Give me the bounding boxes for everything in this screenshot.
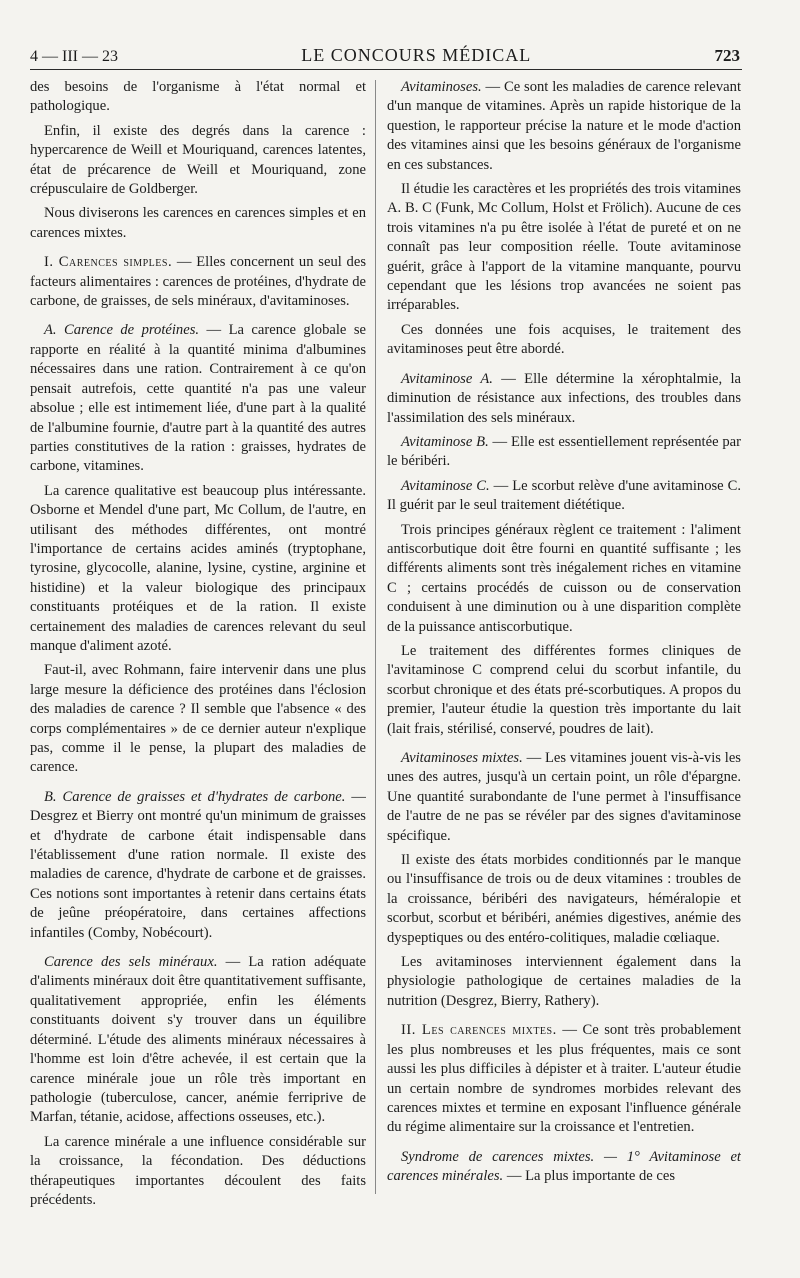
subsection-paragraph: Avitaminose B. — Elle est essentiellement représentée par le béribéri. — [387, 433, 741, 470]
subsection-paragraph: Avitaminoses mixtes. — Les vitamines jouent vis-à-vis les unes des autres, jusqu'à un certain point, un rôle d'épargne. Une quantité surabondante de l'une permet à l'insuffisance de l'autre de ne pas se révéler par des signes d'avitaminose spécifique. — [387, 750, 741, 844]
subsection-lead-2: — 1° Avitaminose et carences minérales. — [387, 1148, 741, 1185]
paragraph: Il existe des états morbides conditionnés par le manque ou l'insuffisance de trois ou de deux vitamines : troubles de la croissance, béribéri des navigateurs, héméralopie et scorbut, scorbut et béribéri, anémies digestives, anémie des dyspeptiques ou des entéro-colitiques, maladie cœliaque. — [387, 852, 741, 946]
subsection-lead: B. Carence de graisses et d'hydrates de carbone. — [44, 788, 346, 805]
section-lead: II. Les carences mixtes. — [401, 1022, 557, 1039]
section-lead: I. Carences simples. — [44, 254, 173, 271]
left-column — [30, 78, 366, 1212]
subsection-paragraph: Avitaminoses. — Ce sont les maladies de carence relevant d'un manque de vitamines. Après un rapide historique de la question, le rapporteur précise la nature et le mode d'action des vitamines ainsi que les besoins généraux de l'organisme en ces substances. — [387, 79, 741, 173]
paragraph: Ces données une fois acquises, le traitement des avitaminoses peut être abordé. — [387, 321, 741, 358]
subsection-lead: A. Carence de protéines. — [44, 322, 200, 339]
subsection-paragraph: Avitaminose C. — Le scorbut relève d'une avitaminose C. Il guérit par le seul traitement diététique. — [387, 477, 741, 514]
subsection-lead: Avitaminoses mixtes. — [401, 750, 523, 766]
issue-reference: 4 — III — 23 — [30, 48, 118, 65]
subsection-paragraph: Carence des sels minéraux. — La ration adéquate d'aliments minéraux doit être quantitativement suffisante, qualitativement appropriée, enfin les éléments constituants doivent s'y trouver dans un équilibre déterminé. L'étude des aliments minéraux nécessaires à l'homme est loin d'être achevée, il est certain que la carence minérale joue un rôle très important en pathologie (tuberculose, cancer, anémie ferriprive de Marfan, tétanie, acidose, affections osseuses, etc.). — [30, 954, 366, 1126]
paragraph: Il étudie les caractères et les propriétés des trois vitamines A. B. C (Funk, Mc Collum, Holst et Frölich). Aucune de ces trois vitamines n'a pu être isolée à l'état de pureté et on ne connaît pas leur composition réelle. Toute avitaminose guérit, grâce à l'apport de la vitamine manquante, pourvu cependant que les lésions trop avancées ne soient pas irréparables. — [387, 181, 741, 314]
paragraph: Trois principes généraux règlent ce traitement : l'aliment antiscorbutique doit être fourni en quantité suffisante ; les différents aliments sont très inégalement riches en vitamine C ; certains procédés de cuisson ou de conservation conduisent à une diminution ou à une disparition complète de la puissance antiscorbutique. — [387, 521, 741, 635]
paragraph: La carence minérale a une influence considérable sur la croissance, la fécondation. Des déductions thérapeutiques importantes découlent des faits précédents. — [30, 1133, 366, 1208]
subsection-lead: Avitaminose A. — [401, 370, 493, 387]
paragraph: La carence qualitative est beaucoup plus intéressante. Osborne et Mendel d'une part, Mc Collum, de l'autre, en utilisant des méthodes différentes, ont montré l'importance de certains acides aminés (tryptophane, tyrosine, glycocolle, alanine, lysine, cystine, arginine et histidine) et la valeur biologique des principaux constituants protéiques et de la ration. Il existe certainement des maladies de carences relevant du seul manque d'aliment azoté. — [30, 482, 366, 654]
subsection-paragraph: A. Carence de protéines. — La carence globale se rapporte en réalité à la quantité minima d'albumines nécessaires dans une ration. Contrairement à ce qu'on pensait autrefois, cette quantité n'a pas une valeur absolue ; elle est intimement liée, d'une part à la qualité de l'albumine fournie, d'autre part à la quantité des autres parties constitutives de la ration : graisses, hydrates de carbone, vitamines. — [30, 322, 366, 475]
section-heading-paragraph: I. Carences simples. — Elles concernent un seul des facteurs alimentaires : carences de protéines, d'hydrate de carbone, de graisses, de sels minéraux, d'avitaminoses. — [30, 254, 366, 310]
paragraph: Le traitement des différentes formes cliniques de l'avitaminose C comprend celui du scorbut infantile, du scorbut chronique et des états pré-scorbutiques. A propos du premier, l'auteur étudie la question très importante du lait (lait frais, stérilisé, conservé, poudres de lait). — [387, 642, 741, 737]
header-rule — [30, 69, 742, 70]
page-number: 723 — [714, 46, 740, 65]
section-heading-paragraph: II. Les carences mixtes. — Ce sont très probablement les plus nombreuses et les plus fréquentes, mais ce sont aussi les plus difficiles à dépister et à traiter. L'auteur étudie un certain nombre de syndromes morbides relevant des carences mixtes et termine en exposant l'influence générale du régime alimentaire sur la croissance et l'entretien. — [387, 1022, 741, 1136]
subsection-paragraph: B. Carence de graisses et d'hydrates de carbone. — Desgrez et Bierry ont montré qu'un minimum de graisses et d'hydrate de carbone était indispensable dans l'établissement d'une ration normale. Il existe des maladies de carence, d'hydrate de carbone et de graisses. Ces notions sont importantes à retenir dans certains états de jeûne préopératoire, dans certaines affections infantiles (Comby, Nobécourt). — [30, 788, 366, 941]
subsection-lead: Avitaminoses. — [401, 79, 482, 95]
subsection-lead: Avitaminose C. — [401, 477, 490, 494]
paragraph: Les avitaminoses interviennent également dans la physiologie pathologique de certaines maladies de la nutrition (Desgrez, Bierry, Rathery). — [387, 954, 741, 1009]
column-divider — [375, 80, 376, 1194]
journal-title: LE CONCOURS MÉDICAL — [301, 45, 532, 65]
subsection-lead: Carence des sels minéraux. — [44, 954, 218, 971]
subsection-lead: Syndrome de carences mixtes. — [401, 1148, 595, 1165]
paragraph: Faut-il, avec Rohmann, faire intervenir dans une plus large mesure la déficience des protéines dans l'éclosion des maladies de carence ? Il semble que l'absence « des corps complémentaires » de ce dernier auteur n'explique pas, comme il le pense, la plupart des maladies de carence. — [30, 662, 366, 776]
paragraph: Enfin, il existe des degrés dans la carence : hypercarence de Weill et Mouriquand, carences latentes, état de précarence de Weill et Mouriquand, zone crépusculaire de Goldberger. — [30, 122, 366, 198]
subsection-paragraph: Syndrome de carences mixtes. — 1° Avitaminose et carences minérales. — La plus importante de ces — [387, 1148, 741, 1185]
page-header — [30, 36, 740, 66]
subsection-lead: Avitaminose B. — [401, 433, 489, 450]
right-column — [387, 78, 741, 1212]
subsection-paragraph: Avitaminose A. — Elle détermine la xérophtalmie, la diminution de résistance aux infections, des troubles dans l'assimilation des sels minéraux. — [387, 370, 741, 426]
paragraph: des besoins de l'organisme à l'état normal et pathologique. — [30, 79, 366, 115]
paragraph: Nous diviserons les carences en carences simples et en carences mixtes. — [30, 205, 366, 241]
